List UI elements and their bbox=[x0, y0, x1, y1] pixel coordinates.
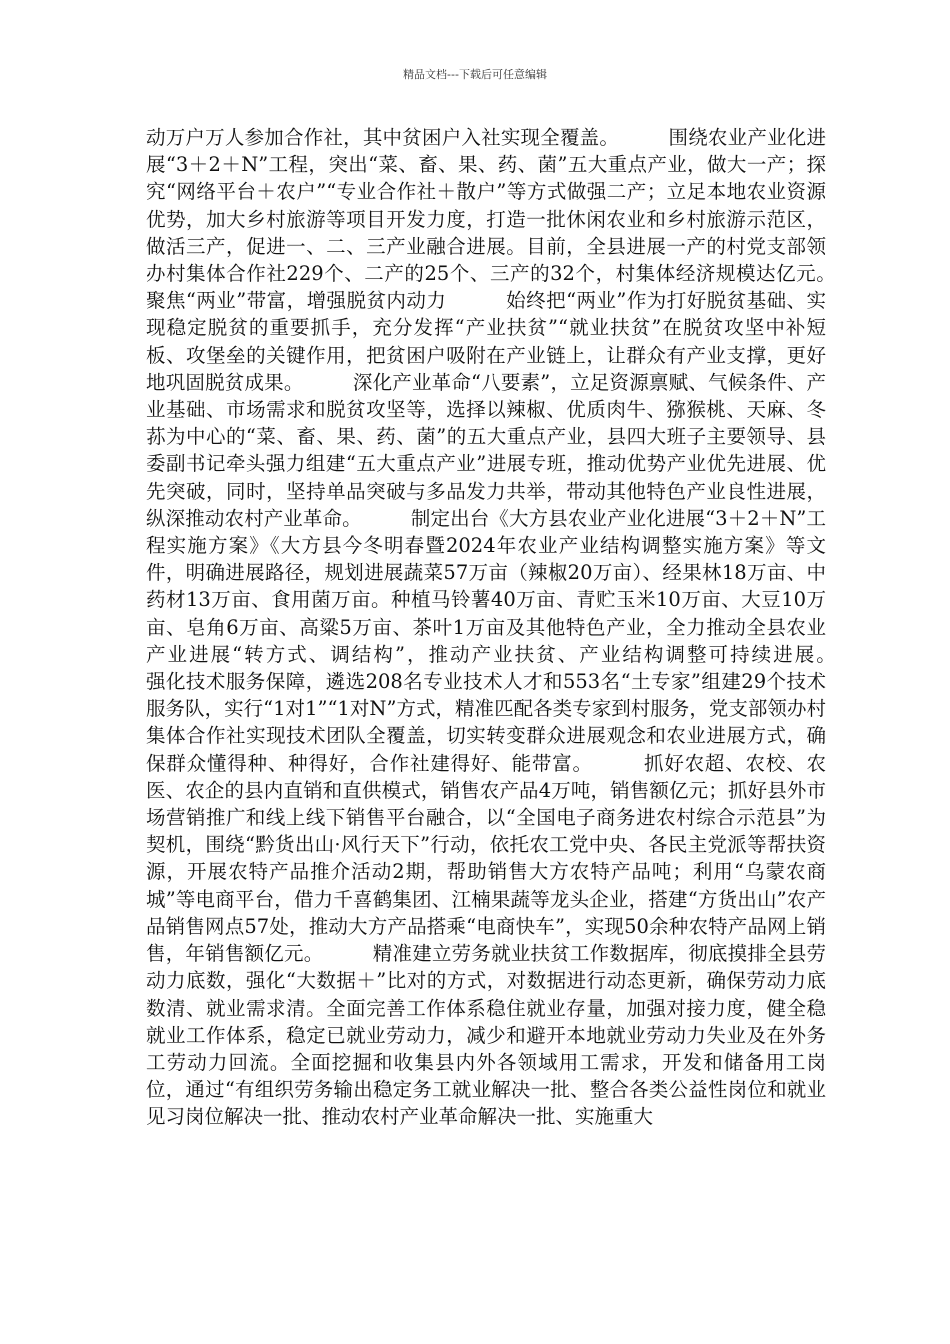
page-header: 精品文档---下载后可任意编辑 bbox=[403, 68, 547, 81]
document-body-text: 动万户万人参加合作社，其中贫困户入社实现全覆盖。 围绕农业产业化进展“3＋2＋N”工程，突出“菜、畜、果、药、菌”五大重点产业，做大一产；探究“网络平台＋农户”“专业合作社＋散户”等方式做强二产；立足本地农业资源优势，加大乡村旅游等项目开发力度，打造一批休闲农业和乡村旅游示范区，做活三产，促进一、二、三产业融合进展。目前，全县进展一产的村党支部领办村集体合作社229个、二产的25个、三产的32个，村集体经济规模达亿元。 聚焦“两业”带富，增强脱贫内动力 始终把“两业”作为打好脱贫基础、实现稳定脱贫的重要抓手，充分发挥“产业扶贫”“就业扶贫”在脱贫攻坚中补短板、攻堡垒的关键作用，把贫困户吸附在产业链上，让群众有产业支撑，更好地巩固脱贫成果。 深化产业革命“八要素”，立足资源禀赋、气候条件、产业基础、市场需求和脱贫攻坚等，选择以辣椒、优质肉牛、猕猴桃、天麻、冬荪为中心的“菜、畜、果、药、菌”的五大重点产业，县四大班子主要领导、县委副书记牵头强力组建“五大重点产业”进展专班，推动优势产业优先进展、优先突破，同时，坚持单品突破与多品发力共举，带动其他特色产业良性进展，纵深推动农村产业革命。 制定出台《大方县农业产业化进展“3＋2＋N”工程实施方案》《大方县今冬明春暨2024年农业产业结构调整实施方案》等文件，明确进展路径，规划进展蔬菜57万亩（辣椒20万亩）、经果林18万亩、中药材13万亩、食用菌万亩。种植马铃薯40万亩、青贮玉米10万亩、大豆10万亩、皂角6万亩、高粱5万亩、茶叶1万亩及其他特色产业，全力推动全县农业产业进展“转方式、调结构”，推动产业扶贫、产业结构调整可持续进展。 强化技术服务保障，遴选208名专业技术人才和553名“土专家”组建29个技术服务队，实行“1对1”“1对N”方式，精准匹配各类专家到村服务，党支部领办村集体合作社实现技术团队全覆盖，切实转变群众进展观念和农业进展方式，确保群众懂得种、种得好，合作社建得好、能带富。 抓好农超、农校、农医、农企的县内直销和直供模式，销售农产品4万吨，销售额亿元；抓好县外市场营销推广和线上线下销售平台融合，以“全国电子商务进农村综合示范县”为契机，围绕“黔货出山·风行天下”行动，依托农工党中央、各民主党派等帮扶资源，开展农特产品推介活动2期，帮助销售大方农特产品吨；利用“乌蒙农商城”等电商平台，借力千喜鹤集团、江楠果蔬等龙头企业，搭建“方货出山”农产品销售网点57处，推动大方产品搭乘“电商快车”，实现50余种农特产品网上销售，年销售额亿元。 精准建立劳务就业扶贫工作数据库，彻底摸排全县劳动力底数，强化“大数据＋”比对的方式，对数据进行动态更新，确保劳动力底数清、就业需求清。全面完善工作体系稳住就业存量，加强对接力度，健全稳就业工作体系，稳定已就业劳动力，减少和避开本地就业劳动力失业及在外务工劳动力回流。全面挖掘和收集县内外各领域用工需求，开发和储备用工岗位，通过“有组织劳务输出稳定务工就业解决一批、整合各类公益性岗位和就业见习岗位解决一批、推动农村产业革命解决一批、实施重大 bbox=[146, 126, 885, 1129]
